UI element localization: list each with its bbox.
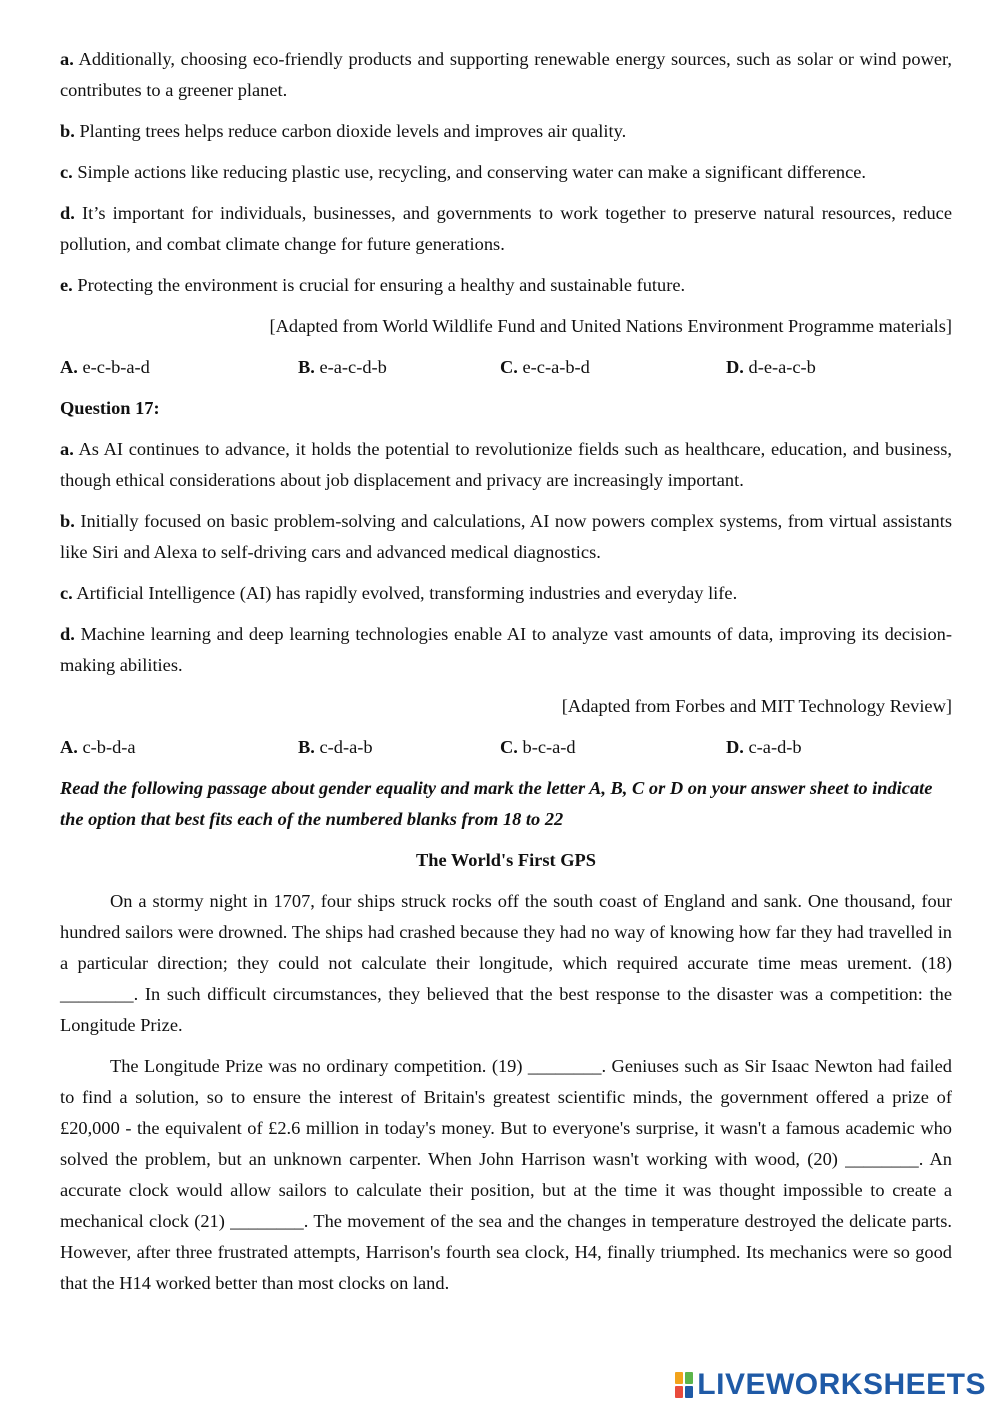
item-text: Planting trees helps reduce carbon dioxide levels and improves air quality. xyxy=(79,121,627,141)
logo-square xyxy=(675,1372,683,1384)
logo-mark-icon xyxy=(675,1372,693,1398)
q16-item-d xyxy=(60,198,952,260)
worksheet-page xyxy=(60,44,952,1309)
q17-item-c xyxy=(60,578,952,609)
q17-item-a xyxy=(60,434,952,496)
option-letter: D. xyxy=(726,357,744,377)
item-letter: d. xyxy=(60,624,75,644)
option-text: d-e-a-c-b xyxy=(748,357,816,377)
q16-option-d[interactable] xyxy=(726,352,816,383)
q16-options xyxy=(60,352,952,383)
q17-option-b[interactable] xyxy=(298,732,500,763)
q17-option-d[interactable] xyxy=(726,732,802,763)
passage-title: The World's First GPS xyxy=(415,850,596,870)
option-text: e-a-c-d-b xyxy=(319,357,387,377)
option-letter: D. xyxy=(726,737,744,757)
option-letter: A. xyxy=(60,737,78,757)
option-text: c-b-d-a xyxy=(82,737,136,757)
liveworksheets-logo xyxy=(675,1368,986,1402)
item-text: As AI continues to advance, it holds the potential to revolutionize fields such as healthcare, education, and business, though ethical considerations about job displacement and privacy are increasingly important. xyxy=(60,439,952,490)
item-text: It’s important for individuals, businesses, and governments to work together to preserve natural resources, reduce pollution, and combat climate change for future generations. xyxy=(60,203,952,254)
item-letter: a. xyxy=(60,49,74,69)
q17-item-d xyxy=(60,619,952,681)
option-letter: A. xyxy=(60,357,78,377)
item-letter: c. xyxy=(60,162,73,182)
q16-item-b xyxy=(60,116,952,147)
passage-paragraph: The Longitude Prize was no ordinary competition. (19) ________. Geniuses such as Sir Isaac Newton had failed to find a solution, so to ensure the interest of Britain's greatest scientific minds, the government offered a prize of £20,000 - the equivalent of £2.6 million in today's money. But to everyone's surprise, it wasn't a famous academic who solved the problem, but an unknown carpenter. When John Harrison wasn't working with wood, (20) ________. An accurate clock would allow sailors to calculate their position, but at the time it was thought impossible to create a mechanical clock (21) ________. The movement of the sea and the changes in temperature destroyed the delicate parts. However, after three frustrated attempts, Harrison's fourth sea clock, H4, finally triumphed. Its mechanics were so good that the H14 worked better than most clocks on land. xyxy=(60,1056,952,1293)
logo-square xyxy=(685,1386,693,1398)
item-letter: a. xyxy=(60,439,74,459)
q17-options xyxy=(60,732,952,763)
logo-square xyxy=(675,1386,683,1398)
option-letter: B. xyxy=(298,357,315,377)
passage-paragraph: On a stormy night in 1707, four ships struck rocks off the south coast of England and sank. One thousand, four hundred sailors were drowned. The ships had crashed because they had no way of knowing how far they had travelled in a particular direction; they could not calculate their longitude, which required accurate time meas urement. (18) ________. In such difficult circumstances, they believed that the best response to the disaster was a competition: the Longitude Prize. xyxy=(60,891,952,1035)
item-text: Additionally, choosing eco-friendly products and supporting renewable energy sources, such as solar or wind power, contributes to a greener planet. xyxy=(60,49,952,100)
q17-option-a[interactable] xyxy=(60,732,298,763)
q17-heading: Question 17: xyxy=(60,398,160,418)
item-text: Simple actions like reducing plastic use, recycling, and conserving water can make a significant difference. xyxy=(77,162,867,182)
item-letter: e. xyxy=(60,275,73,295)
q17-option-c[interactable] xyxy=(500,732,726,763)
option-letter: C. xyxy=(500,737,518,757)
q17-source: [Adapted from Forbes and MIT Technology Review] xyxy=(561,696,952,716)
option-letter: C. xyxy=(500,357,518,377)
option-letter: B. xyxy=(298,737,315,757)
q16-item-e xyxy=(60,270,952,301)
q16-option-a[interactable] xyxy=(60,352,298,383)
item-letter: b. xyxy=(60,121,75,141)
option-text: e-c-a-b-d xyxy=(522,357,590,377)
option-text: b-c-a-d xyxy=(522,737,576,757)
logo-square xyxy=(685,1372,693,1384)
item-text: Artificial Intelligence (AI) has rapidly evolved, transforming industries and everyday life. xyxy=(76,583,738,603)
logo-text: LIVEWORKSHEETS xyxy=(697,1368,986,1401)
q16-source: [Adapted from World Wildlife Fund and United Nations Environment Programme materials] xyxy=(269,316,952,336)
option-text: c-d-a-b xyxy=(319,737,373,757)
item-letter: d. xyxy=(60,203,75,223)
q16-option-b[interactable] xyxy=(298,352,500,383)
item-letter: b. xyxy=(60,511,75,531)
item-text: Initially focused on basic problem-solving and calculations, AI now powers complex systems, from virtual assistants like Siri and Alexa to self-driving cars and advanced medical diagnostics. xyxy=(60,511,952,562)
item-letter: c. xyxy=(60,583,73,603)
option-text: e-c-b-a-d xyxy=(82,357,150,377)
q16-option-c[interactable] xyxy=(500,352,726,383)
item-text: Machine learning and deep learning technologies enable AI to analyze vast amounts of data, improving its decision-making abilities. xyxy=(60,624,952,675)
passage-instruction: Read the following passage about gender equality and mark the letter A, B, C or D on your answer sheet to indicate the option that best fits each of the numbered blanks from 18 to 22 xyxy=(60,778,933,829)
item-text: Protecting the environment is crucial for ensuring a healthy and sustainable future. xyxy=(77,275,686,295)
q16-item-c xyxy=(60,157,952,188)
q16-item-a xyxy=(60,44,952,106)
option-text: c-a-d-b xyxy=(748,737,802,757)
q17-item-b xyxy=(60,506,952,568)
